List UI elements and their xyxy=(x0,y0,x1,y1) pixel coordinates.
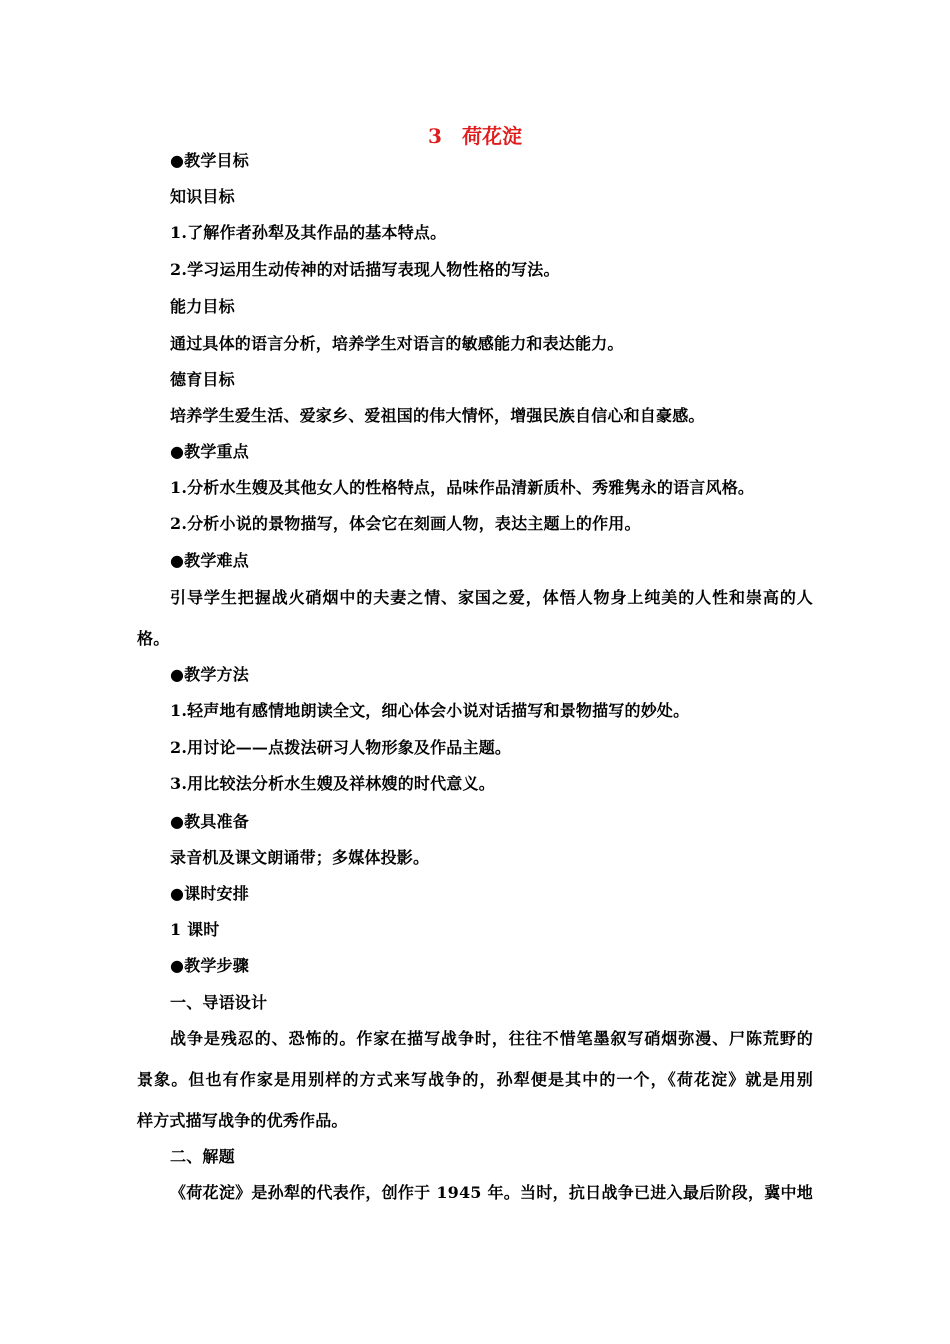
paragraph-line: 通过具体的语言分析，培养学生对语言的敏感能力和表达能力。 xyxy=(170,334,624,353)
paragraph-line: 《荷花淀》是孙犁的代表作，创作于 1945 年。当时，抗日战争已进入最后阶段，冀中地 xyxy=(170,1183,813,1202)
section-heading-difficult-points: ●教学难点 xyxy=(170,551,249,570)
section-heading-teaching-steps: ●教学步骤 xyxy=(170,956,249,975)
subheading-topic-explanation: 二、解题 xyxy=(170,1147,235,1166)
paragraph-line: 样方式描写战争的优秀作品。 xyxy=(137,1111,348,1130)
paragraph-line: 培养学生爱生活、爱家乡、爱祖国的伟大情怀，增强民族自信心和自豪感。 xyxy=(170,406,705,425)
paragraph-line: 1.了解作者孙犁及其作品的基本特点。 xyxy=(170,223,447,242)
paragraph-line: 1.分析水生嫂及其他女人的性格特点，品味作品清新质朴、秀雅隽永的语言风格。 xyxy=(170,478,755,497)
subheading-ability-goals: 能力目标 xyxy=(170,297,235,316)
paragraph-line: 1.轻声地有感情地朗读全文，细心体会小说对话描写和景物描写的妙处。 xyxy=(170,701,690,720)
section-heading-teaching-aids: ●教具准备 xyxy=(170,812,249,831)
subheading-knowledge-goals: 知识目标 xyxy=(170,187,235,206)
paragraph-line: 1 课时 xyxy=(170,920,220,939)
section-heading-key-points: ●教学重点 xyxy=(170,442,249,461)
paragraph-line: 2.分析小说的景物描写，体会它在刻画人物，表达主题上的作用。 xyxy=(170,514,641,533)
paragraph-line: 2.学习运用生动传神的对话描写表现人物性格的写法。 xyxy=(170,260,560,279)
paragraph-line: 引导学生把握战火硝烟中的夫妻之情、家国之爱，体悟人物身上纯美的人性和崇高的人 xyxy=(170,588,813,607)
section-heading-teaching-goals: ●教学目标 xyxy=(170,151,249,170)
paragraph-line: 录音机及课文朗诵带；多媒体投影。 xyxy=(170,848,430,867)
document-title: 3 荷花淀 xyxy=(428,124,522,148)
subheading-moral-goals: 德育目标 xyxy=(170,370,235,389)
section-heading-teaching-methods: ●教学方法 xyxy=(170,665,249,684)
paragraph-line: 景象。但也有作家是用别样的方式来写战争的，孙犁便是其中的一个，《荷花淀》就是用别 xyxy=(137,1070,813,1089)
paragraph-line: 战争是残忍的、恐怖的。作家在描写战争时，往往不惜笔墨叙写硝烟弥漫、尸陈荒野的 xyxy=(170,1029,813,1048)
section-heading-class-hours: ●课时安排 xyxy=(170,884,249,903)
paragraph-line: 2.用讨论——点拨法研习人物形象及作品主题。 xyxy=(170,738,512,757)
paragraph-line: 3.用比较法分析水生嫂及祥林嫂的时代意义。 xyxy=(170,774,495,793)
paragraph-line: 格。 xyxy=(137,629,170,648)
subheading-intro-design: 一、导语设计 xyxy=(170,993,268,1012)
